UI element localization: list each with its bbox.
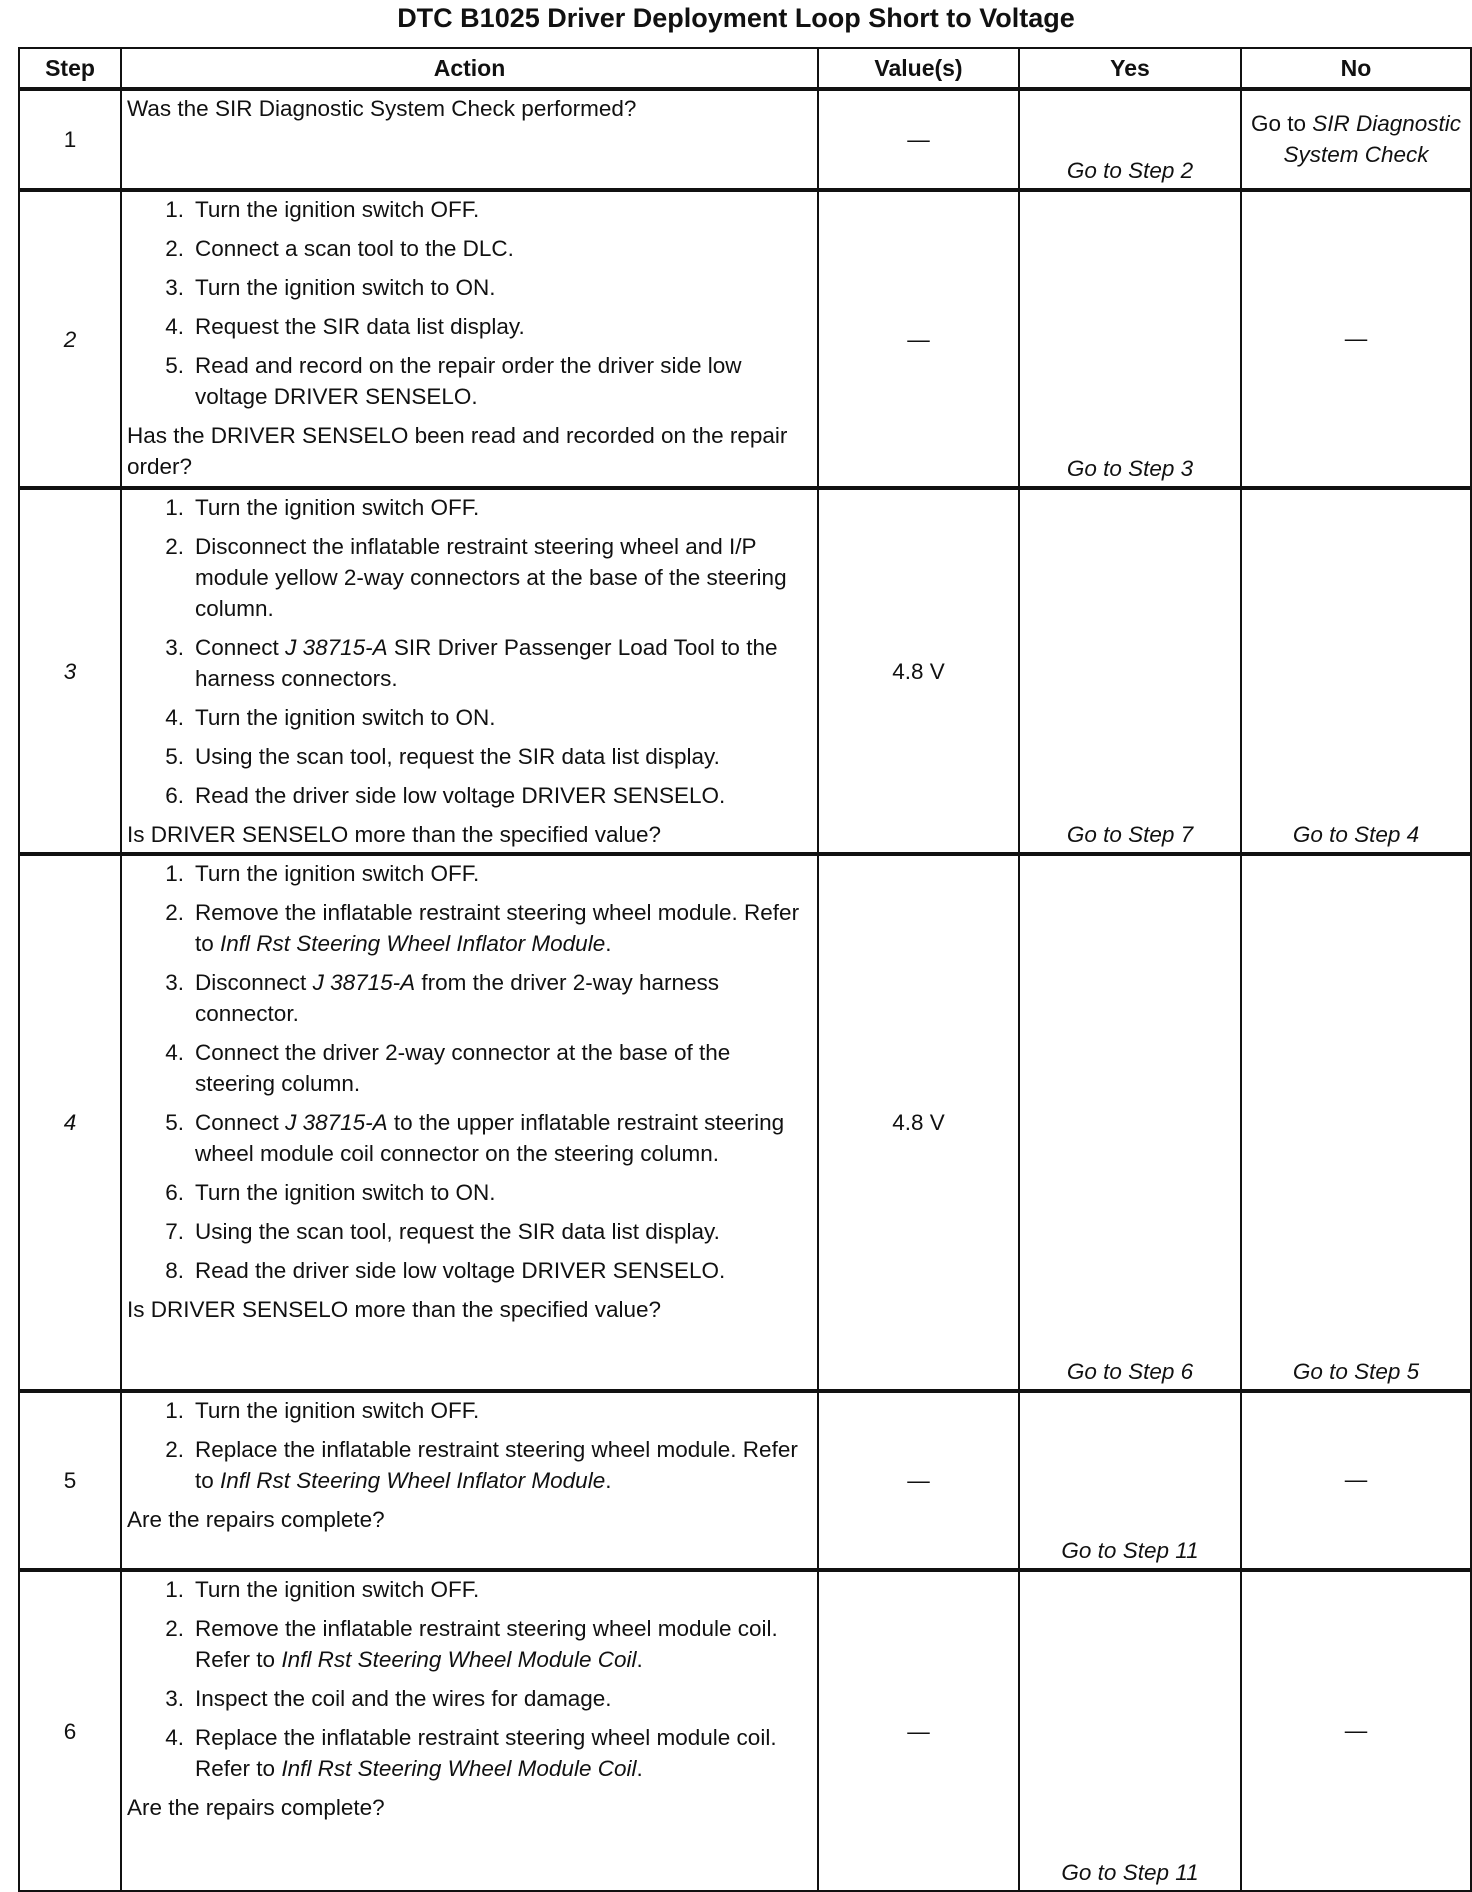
value-cell: — (818, 190, 1019, 488)
action-cell (121, 854, 818, 1391)
table-row-step-6 (19, 1570, 1471, 1891)
diagnostic-table (18, 47, 1472, 1892)
page-title: DTC B1025 Driver Deployment Loop Short to Voltage (397, 3, 1075, 33)
step-number: 2 (19, 190, 121, 488)
action-item: 7. Using the scan tool, request the SIR data list display. (165, 1219, 720, 1244)
yes-cell: Go to Step 7 (1019, 488, 1241, 854)
yes-cell: Go to Step 6 (1019, 854, 1241, 1391)
yes-cell: Go to Step 2 (1019, 89, 1241, 190)
action-item: 2. Replace the inflatable restraint steering wheel module. Refer to Infl Rst Steering Wheel Inflator Module. (165, 1437, 798, 1493)
no-cell: — (1241, 1391, 1471, 1570)
yes-cell: Go to Step 11 (1019, 1570, 1241, 1891)
action-item: 5. Connect J 38715-A to the upper inflatable restraint steering wheel module coil connector on the steering column. (165, 1110, 785, 1166)
no-cell: Go to Step 5 (1241, 854, 1471, 1391)
action-item: 5. Read and record on the repair order the driver side low voltage DRIVER SENSELO. (165, 353, 742, 409)
step-number: 1 (19, 89, 121, 190)
action-cell (121, 89, 818, 190)
header-value: Value(s) (818, 48, 1019, 89)
no-cell: Go to Step 4 (1241, 488, 1471, 854)
table-row-step-1 (19, 89, 1471, 190)
action-question: Was the SIR Diagnostic System Check performed? (127, 96, 637, 121)
action-item: 6. Read the driver side low voltage DRIVER SENSELO. (165, 783, 726, 808)
no-cell: — (1241, 1570, 1471, 1891)
action-item: 3. Inspect the coil and the wires for damage. (165, 1686, 612, 1711)
header-row (19, 48, 1471, 89)
action-item: 3. Disconnect J 38715-A from the driver 2-way harness connector. (165, 970, 720, 1026)
manual-reference: Infl Rst Steering Wheel Module Coil (281, 1647, 637, 1672)
action-item: 2. Connect a scan tool to the DLC. (165, 236, 514, 261)
action-item: 8. Read the driver side low voltage DRIVER SENSELO. (165, 1258, 726, 1283)
action-item: 1. Turn the ignition switch OFF. (165, 1577, 480, 1602)
action-item: 2. Disconnect the inflatable restraint steering wheel and I/P module yellow 2-way connectors at the base of the steering column. (165, 534, 787, 621)
action-cell (121, 190, 818, 488)
value-cell: — (818, 1570, 1019, 1891)
action-item: 1. Turn the ignition switch OFF. (165, 197, 480, 222)
manual-reference: Infl Rst Steering Wheel Inflator Module (220, 931, 606, 956)
header-yes: Yes (1019, 48, 1241, 89)
action-question: Is DRIVER SENSELO more than the specified value? (127, 1297, 662, 1322)
action-item: 5. Using the scan tool, request the SIR data list display. (165, 744, 720, 769)
action-item: 2. Remove the inflatable restraint steering wheel module. Refer to Infl Rst Steering Wheel Inflator Module. (165, 900, 800, 956)
no-link: SIR Diagnostic System Check (1283, 110, 1462, 167)
action-item: 3. Connect J 38715-A SIR Driver Passenger Load Tool to the harness connectors. (165, 635, 778, 691)
action-cell (121, 1391, 818, 1570)
no-cell: — (1241, 190, 1471, 488)
header-no: No (1241, 48, 1471, 89)
action-item: 2. Remove the inflatable restraint steering wheel module coil. Refer to Infl Rst Steering Wheel Module Coil. (165, 1616, 778, 1672)
action-item: 4. Turn the ignition switch to ON. (165, 705, 496, 730)
step-number: 5 (19, 1391, 121, 1570)
action-question: Has the DRIVER SENSELO been read and recorded on the repair order? (127, 423, 788, 479)
action-cell (121, 488, 818, 854)
manual-reference: Infl Rst Steering Wheel Inflator Module (220, 1468, 606, 1493)
action-item: 1. Turn the ignition switch OFF. (165, 1398, 480, 1423)
header-step: Step (19, 48, 121, 89)
action-question: Is DRIVER SENSELO more than the specified value? (127, 822, 662, 847)
step-number: 6 (19, 1570, 121, 1891)
value-cell: — (818, 89, 1019, 190)
table-row-step-5 (19, 1391, 1471, 1570)
table-row-step-3 (19, 488, 1471, 854)
action-question: Are the repairs complete? (127, 1795, 385, 1820)
action-question: Are the repairs complete? (127, 1507, 385, 1532)
value-cell: 4.8 V (818, 488, 1019, 854)
action-item: 1. Turn the ignition switch OFF. (165, 495, 480, 520)
table-row-step-4 (19, 854, 1471, 1391)
action-item: 4. Connect the driver 2-way connector at the base of the steering column. (165, 1040, 731, 1096)
step-number: 3 (19, 488, 121, 854)
manual-reference: Infl Rst Steering Wheel Module Coil (281, 1756, 637, 1781)
tool-reference: J 38715-A (285, 1110, 388, 1135)
yes-cell: Go to Step 3 (1019, 190, 1241, 488)
value-cell: 4.8 V (818, 854, 1019, 1391)
action-item: 6. Turn the ignition switch to ON. (165, 1180, 496, 1205)
tool-reference: J 38715-A (285, 635, 388, 660)
yes-cell: Go to Step 11 (1019, 1391, 1241, 1570)
tool-reference: J 38715-A (312, 970, 416, 995)
action-item: 3. Turn the ignition switch to ON. (165, 275, 496, 300)
no-cell (1241, 89, 1471, 190)
value-cell: — (818, 1391, 1019, 1570)
no-prefix: Go to (1250, 110, 1306, 136)
header-action: Action (121, 48, 818, 89)
table-row-step-2 (19, 190, 1471, 488)
action-item: 1. Turn the ignition switch OFF. (165, 861, 480, 886)
action-item: 4. Request the SIR data list display. (165, 314, 525, 339)
action-item: 4. Replace the inflatable restraint steering wheel module coil. Refer to Infl Rst Steering Wheel Module Coil. (165, 1725, 777, 1781)
step-number: 4 (19, 854, 121, 1391)
action-cell (121, 1570, 818, 1891)
